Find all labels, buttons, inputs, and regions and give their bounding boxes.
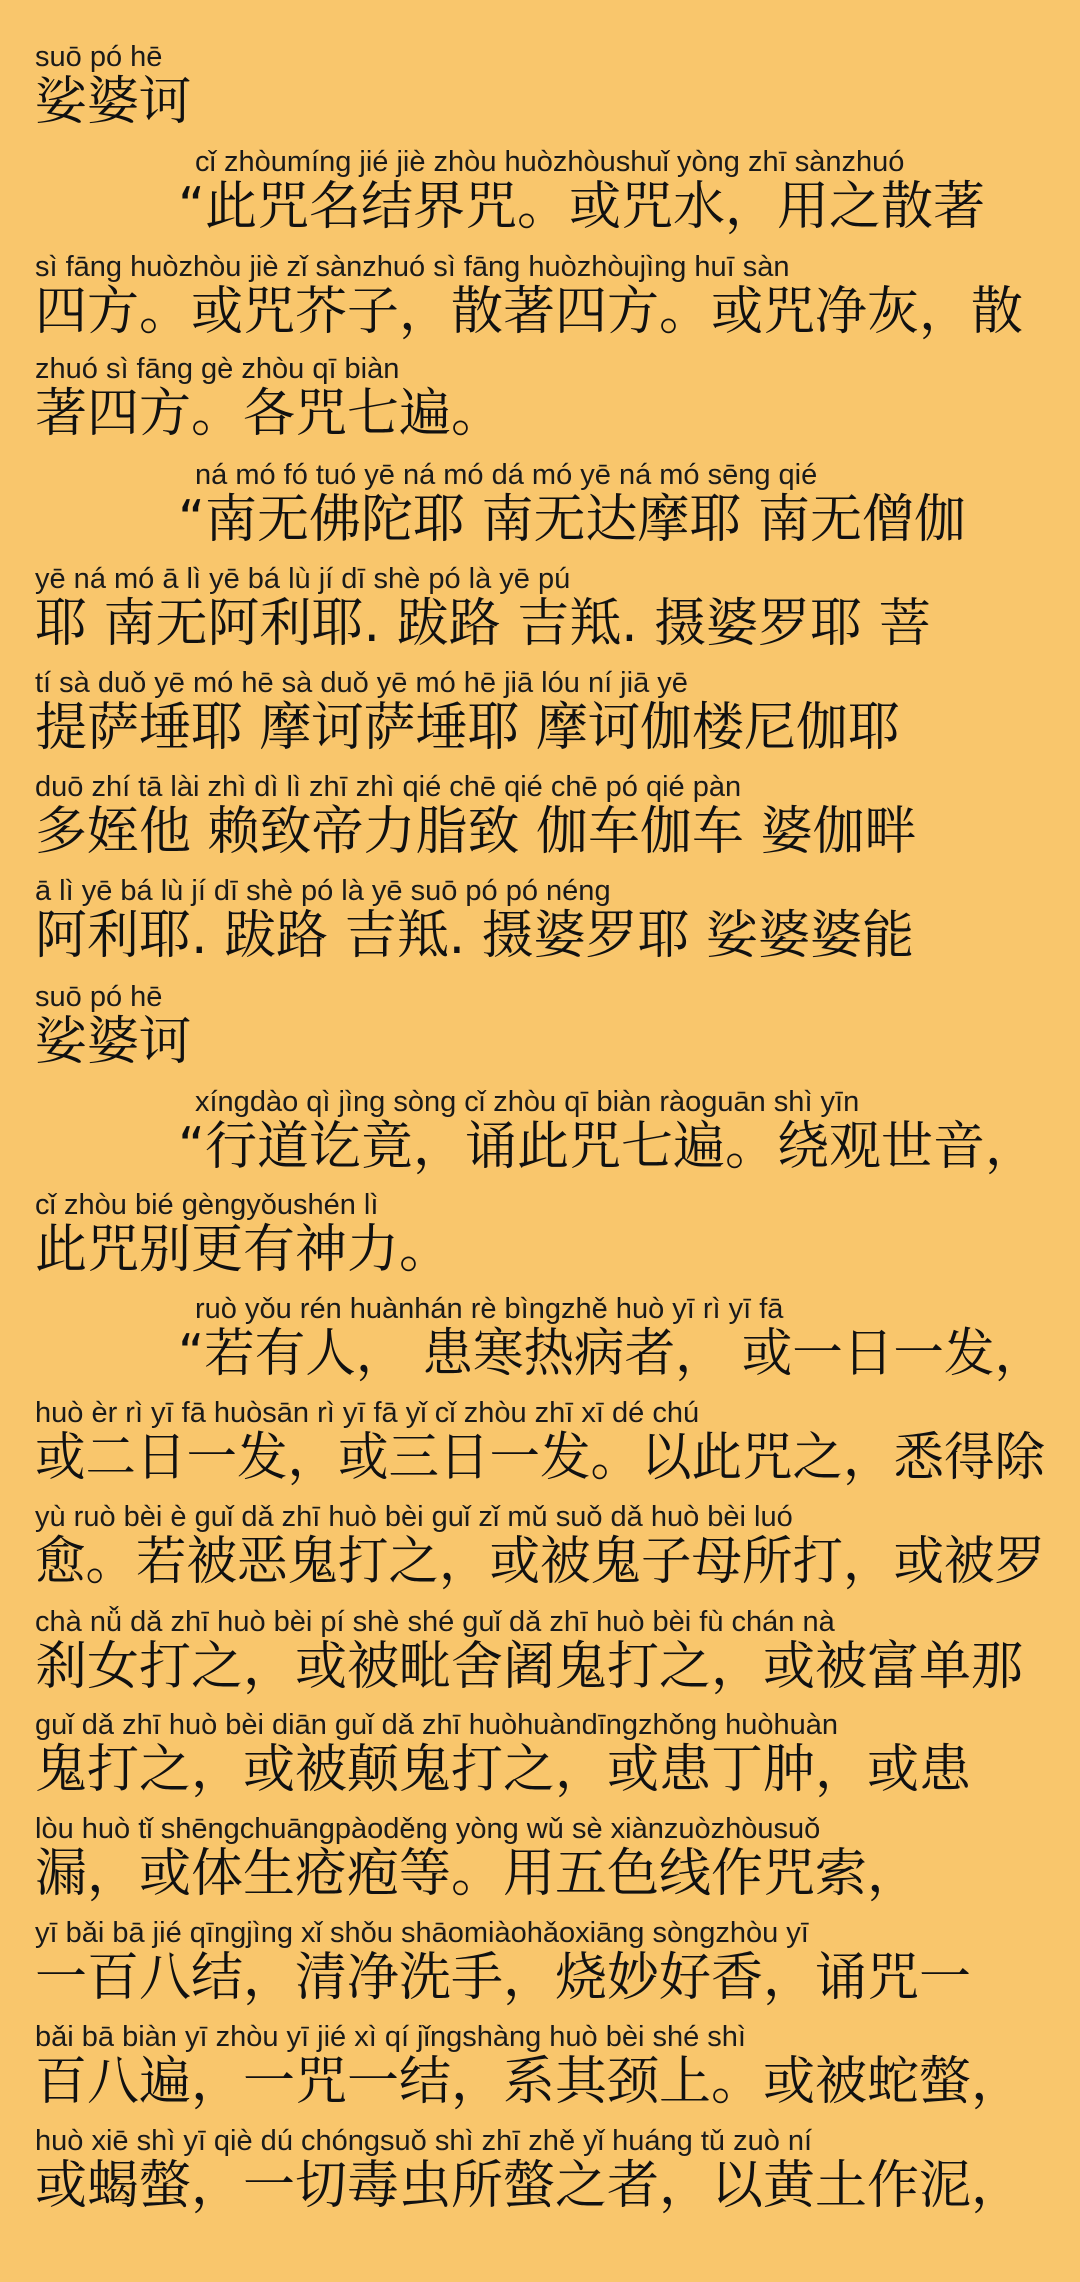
hanzi-line: 四方。或咒芥子，散著四方。或咒净灰，散 — [35, 282, 1024, 342]
hanzi-line: “此咒名结界咒。或咒水，用之散著 — [178, 177, 985, 237]
pinyin-line: yī bǎi bā jié qīngjìng xǐ shǒu shāomiàohǎoxiāng sòngzhòu yī — [35, 1917, 809, 1949]
text-line — [0, 2020, 1080, 2124]
text-line — [0, 1812, 1080, 1916]
hanzi-line: “行道讫竟，诵此咒七遍。绕观世音， — [178, 1117, 1037, 1177]
pinyin-line: yē ná mó ā lì yē bá lù jí dī shè pó là yē pú — [35, 563, 571, 595]
pinyin-line: huò èr rì yī fā huòsān rì yī fā yǐ cǐ zhòu zhī xī dé chú — [35, 1397, 700, 1429]
pinyin-line: suō pó hē — [35, 981, 163, 1013]
text-line — [0, 250, 1080, 354]
hanzi-line: “若有人， 患寒热病者， 或一日一发， — [178, 1324, 1046, 1384]
text-line — [0, 1292, 1080, 1396]
hanzi-line: 刹女打之，或被毗舍阇鬼打之，或被富单那 — [35, 1637, 1024, 1697]
hanzi-line: 或二日一发，或三日一发。以此咒之，悉得除 — [35, 1428, 1046, 1488]
pinyin-line: cǐ zhòu bié gèngyǒushén lì — [35, 1189, 379, 1221]
pinyin-line: tí sà duǒ yē mó hē sà duǒ yē mó hē jiā lóu ní jiā yē — [35, 667, 688, 699]
text-line — [0, 1605, 1080, 1709]
text-line — [0, 980, 1080, 1084]
text-line — [0, 666, 1080, 770]
pinyin-line: lòu huò tǐ shēngchuāngpàoděng yòng wǔ sè xiànzuòzhòusuǒ — [35, 1813, 821, 1845]
hanzi-line: 娑婆诃 — [35, 1012, 192, 1072]
hanzi-line: 提萨埵耶 摩诃萨埵耶 摩诃伽楼尼伽耶 — [35, 698, 901, 758]
text-line — [0, 458, 1080, 562]
pinyin-line: cǐ zhòumíng jié jiè zhòu huòzhòushuǐ yòng zhī sànzhuó — [195, 146, 905, 178]
text-line — [0, 1396, 1080, 1500]
pinyin-line: zhuó sì fāng gè zhòu qī biàn — [35, 353, 400, 385]
pinyin-line: ruò yǒu rén huànhán rè bìngzhě huò yī rì yī fā — [195, 1293, 784, 1325]
pinyin-line: ná mó fó tuó yē ná mó dá mó yē ná mó sēng qié — [195, 459, 818, 491]
text-line — [0, 352, 1080, 456]
pinyin-line: duō zhí tā lài zhì dì lì zhī zhì qié chē qié chē pó qié pàn — [35, 771, 742, 803]
hanzi-line: 或蝎螫，一切毒虫所螫之者，以黄土作泥， — [35, 2156, 1024, 2216]
hanzi-line: “南无佛陀耶 南无达摩耶 南无僧伽 — [178, 490, 966, 550]
hanzi-line: 著四方。各咒七遍。 — [35, 384, 504, 444]
hanzi-line: 漏，或体生疮疱等。用五色线作咒索， — [35, 1844, 920, 1904]
text-line — [0, 874, 1080, 978]
pinyin-line: sì fāng huòzhòu jiè zǐ sànzhuó sì fāng huòzhòujìng huī sàn — [35, 251, 790, 283]
hanzi-line: 愈。若被恶鬼打之，或被鬼子母所打，或被罗 — [35, 1532, 1046, 1592]
text-line — [0, 1708, 1080, 1812]
text-line — [0, 145, 1080, 249]
hanzi-line: 多姪他 赖致帝力脂致 伽车伽车 婆伽畔 — [35, 802, 917, 862]
pinyin-line: guǐ dǎ zhī huò bèi diān guǐ dǎ zhī huòhuàndīngzhǒng huòhuàn — [35, 1709, 839, 1741]
text-line — [0, 40, 1080, 144]
hanzi-line: 百八遍，一咒一结，系其颈上。或被蛇螫， — [35, 2052, 1024, 2112]
hanzi-line: 一百八结，清净洗手，烧妙好香，诵咒一 — [35, 1948, 972, 2008]
pinyin-line: huò xiē shì yī qiè dú chóngsuǒ shì zhī zhě yǐ huáng tǔ zuò ní — [35, 2125, 813, 2157]
text-line — [0, 2124, 1080, 2228]
pinyin-line: suō pó hē — [35, 41, 163, 73]
pinyin-line: bǎi bā biàn yī zhòu yī jié xì qí jǐngshàng huò bèi shé shì — [35, 2021, 746, 2053]
pinyin-line: chà nǚ dǎ zhī huò bèi pí shè shé guǐ dǎ zhī huò bèi fù chán nà — [35, 1606, 835, 1638]
hanzi-line: 阿利耶. 跋路 吉羝. 摄婆罗耶 娑婆婆能 — [35, 906, 915, 966]
text-line — [0, 1500, 1080, 1604]
text-line — [0, 1916, 1080, 2020]
hanzi-line: 娑婆诃 — [35, 72, 192, 132]
text-line — [0, 770, 1080, 874]
pinyin-line: xíngdào qì jìng sòng cǐ zhòu qī biàn ràoguān shì yīn — [195, 1086, 860, 1118]
text-line — [0, 1188, 1080, 1292]
hanzi-line: 耶 南无阿利耶. 跋路 吉羝. 摄婆罗耶 菩 — [35, 594, 931, 654]
text-line — [0, 562, 1080, 666]
text-line — [0, 1085, 1080, 1189]
pinyin-line: yù ruò bèi è guǐ dǎ zhī huò bèi guǐ zǐ mǔ suǒ dǎ huò bèi luó — [35, 1501, 793, 1533]
pinyin-line: ā lì yē bá lù jí dī shè pó là yē suō pó pó néng — [35, 875, 611, 907]
hanzi-line: 此咒别更有神力。 — [35, 1220, 452, 1280]
hanzi-line: 鬼打之，或被颠鬼打之，或患丁肿，或患 — [35, 1740, 972, 1800]
